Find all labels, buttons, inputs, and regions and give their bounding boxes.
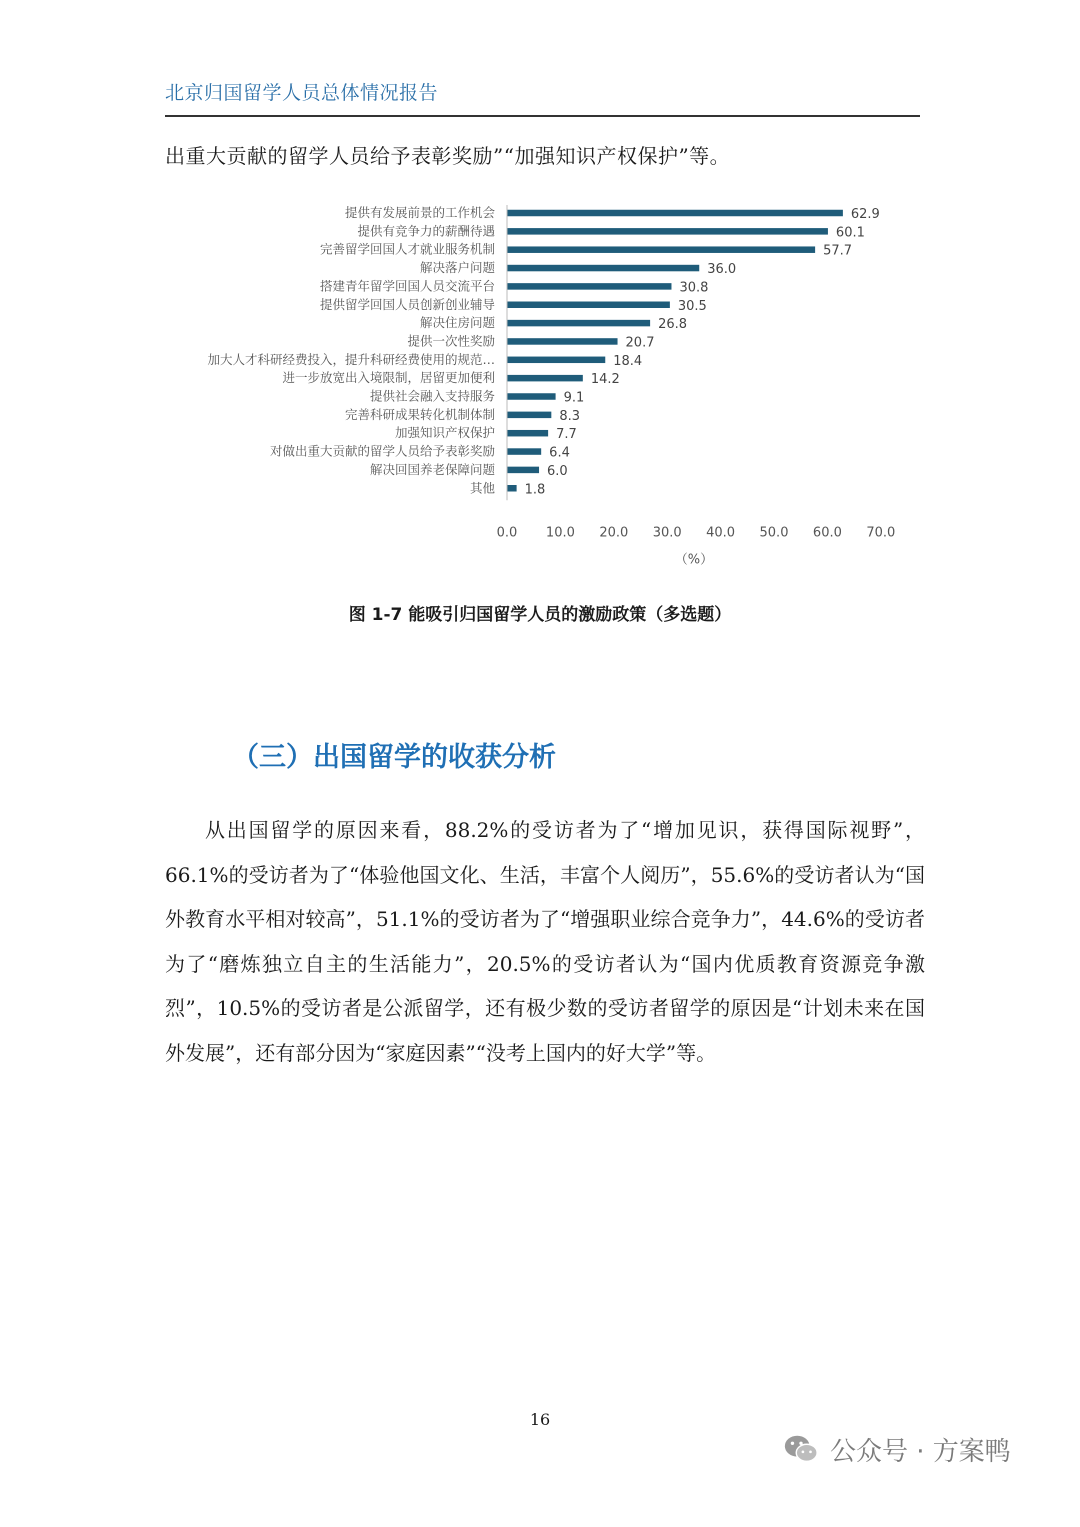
x-tick-label: 50.0 — [759, 525, 789, 541]
bar — [507, 393, 556, 400]
category-label: 提供一次性奖励 — [407, 333, 495, 349]
value-label: 8.3 — [559, 408, 581, 424]
x-tick-label: 20.0 — [599, 525, 629, 541]
bar — [507, 265, 699, 272]
value-label: 57.7 — [823, 243, 853, 259]
value-label: 30.5 — [677, 298, 707, 314]
watermark — [782, 1430, 1011, 1468]
value-label: 1.8 — [524, 482, 546, 498]
bar — [507, 228, 828, 235]
category-label: 完善科研成果转化机制体制 — [344, 406, 495, 422]
category-label: 进一步放宽出入境限制，居留更加便利 — [282, 370, 495, 386]
value-label: 18.4 — [613, 353, 643, 369]
bar — [507, 338, 618, 345]
x-tick-label: 10.0 — [545, 525, 575, 541]
category-label: 其他 — [469, 480, 495, 496]
x-tick-label: 0.0 — [496, 525, 518, 541]
category-label: 提供有发展前景的工作机会 — [344, 205, 495, 220]
bar — [507, 283, 671, 290]
bar — [507, 320, 650, 327]
x-tick-label: 30.0 — [652, 525, 682, 541]
value-label: 6.4 — [549, 445, 570, 461]
bar — [507, 430, 548, 437]
category-label: 搭建青年留学回国人员交流平台 — [319, 278, 495, 294]
bar — [507, 357, 605, 364]
x-tick-label: 70.0 — [866, 525, 896, 541]
category-label: 加大人才科研经费投入，提升科研经费使用的规范… — [207, 351, 495, 367]
header-rule — [165, 115, 920, 117]
wechat-icon — [782, 1430, 820, 1468]
category-label: 提供留学回国人员创新创业辅导 — [319, 296, 495, 312]
bar — [507, 448, 541, 455]
x-tick-label: 60.0 — [812, 525, 842, 541]
x-tick-label: 40.0 — [706, 525, 736, 541]
body-paragraph — [165, 808, 925, 1075]
section-heading: （三）出国留学的收获分析 — [232, 742, 556, 773]
category-label: 解决落户问题 — [419, 260, 495, 276]
chart-caption: 图 1-7 能吸引归国留学人员的激励政策（多选题） — [348, 605, 732, 625]
intro-text: 出重大贡献的留学人员给予表彰奖励”“加强知识产权保护”等。 — [165, 144, 731, 168]
value-label: 14.2 — [590, 372, 620, 388]
category-label: 加强知识产权保护 — [394, 425, 495, 441]
x-axis-label: （%） — [674, 552, 714, 565]
category-label: 对做出重大贡献的留学人员给予表彰奖励 — [269, 443, 495, 459]
page-number: 16 — [529, 1410, 551, 1429]
value-label: 60.1 — [835, 225, 865, 241]
value-label: 30.8 — [679, 280, 709, 296]
category-label: 解决住房问题 — [419, 315, 495, 331]
value-label: 36.0 — [707, 262, 737, 278]
bar — [507, 302, 670, 309]
category-label: 提供有竞争力的薪酬待遇 — [357, 223, 495, 239]
category-label: 提供社会融入支持服务 — [369, 388, 495, 404]
page-header-title: 北京归国留学人员总体情况报告 — [165, 82, 439, 104]
category-label: 完善留学回国人才就业服务机制 — [319, 241, 495, 257]
value-label: 20.7 — [625, 335, 655, 351]
bar — [507, 485, 517, 492]
paragraph-text: 从出国留学的原因来看，88.2%的受访者为了“增加见识，获得国际视野”，66.1%的受访者为了“体验他国文化、生活，丰富个人阅历”，55.6%的受访者认为“国外教育水平相对较高”，51.1%的受访者为了“增强职业综合竞争力”，44.6%的受访者为了“磨炼独立自主的生活能力”，20.5%的受访者认为“国内优质教育资源竞争激烈”，10.5%的受访者是公派留学，还有极少数的受访者留学的原因是“计划未来在国外发展”，还有部分因为“家庭因素”“没考上国内的好大学”等。 — [165, 818, 925, 1065]
bar — [507, 246, 815, 253]
value-label: 26.8 — [658, 317, 688, 333]
value-label: 9.1 — [563, 390, 585, 406]
value-label: 62.9 — [850, 207, 880, 222]
bar — [507, 412, 551, 419]
bar — [507, 467, 539, 474]
value-label: 7.7 — [556, 427, 577, 443]
value-label: 6.0 — [547, 463, 568, 479]
watermark-text: 公众号 · 方案鸭 — [830, 1436, 1011, 1467]
bar — [507, 375, 583, 382]
bar — [507, 210, 843, 217]
category-label: 解决回国养老保障问题 — [369, 461, 495, 477]
bar-chart — [160, 195, 920, 565]
